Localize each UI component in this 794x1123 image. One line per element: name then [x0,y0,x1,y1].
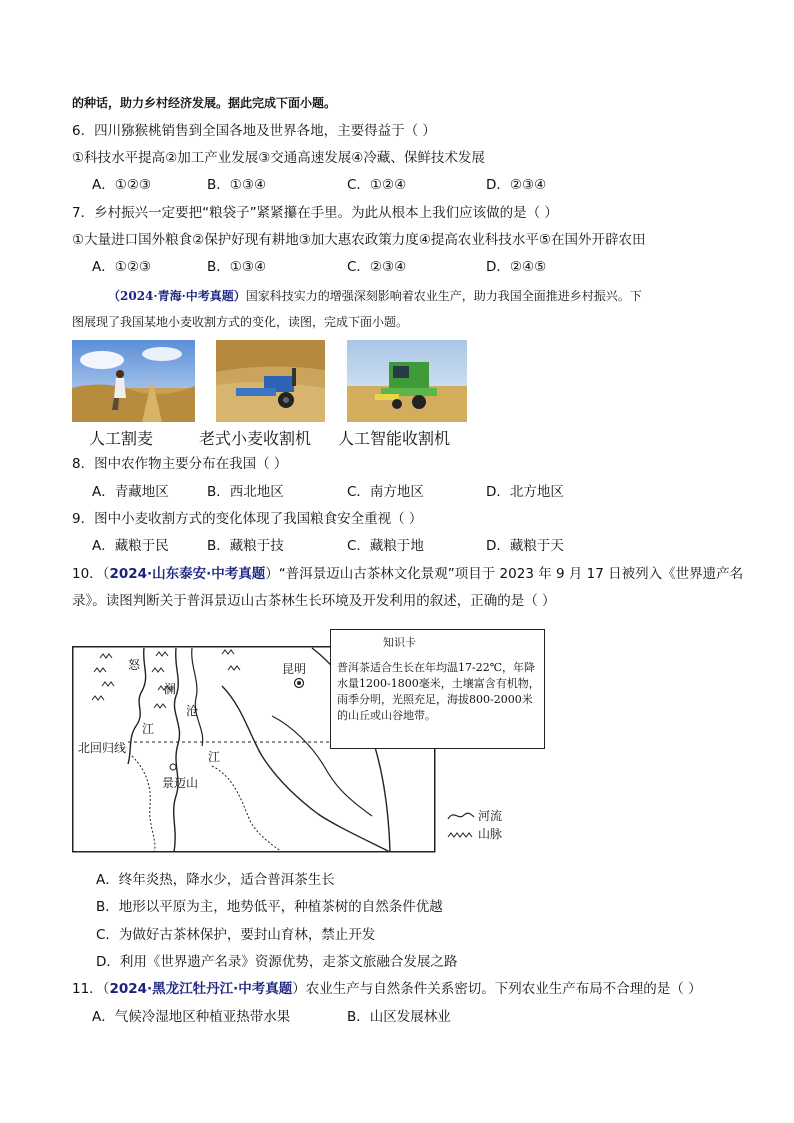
q7-items: ①大量进口国外粮食②保护好现有耕地③加大惠农政策力度④提高农业科技水平⑤在国外开辟农田 [72,232,646,248]
q6-option-c[interactable]: C．①②④ [347,177,407,193]
knowledge-card-title: 知识卡 [383,636,416,649]
legend-river: 河流 [478,809,503,823]
q10-option-a[interactable]: A．终年炎热，降水少，适合普洱茶生长 [96,872,335,888]
label-tropic: 北回归线 [78,741,127,755]
q6-option-a[interactable]: A．①②③ [92,177,152,193]
q6-option-b[interactable]: B．①③④ [207,177,267,193]
q10-stem-line1 [72,564,743,584]
caption-manual: 人工割麦 [89,429,154,448]
q11-option-a[interactable]: A．气候冷湿地区种植亚热带水果 [92,1009,291,1025]
label-kunming: 昆明 [282,662,307,676]
photo-ai-harvester [347,340,467,422]
q6-option-d[interactable]: D．②③④ [486,177,547,193]
q10-source: 2024·山东泰安·中考真题 [109,566,266,582]
q8-stem: 8．图中农作物主要分布在我国（ ） [72,456,288,472]
q11-option-b[interactable]: B．山区发展林业 [347,1009,451,1025]
q8-option-b[interactable]: B．西北地区 [207,484,284,500]
q7-option-d[interactable]: D．②④⑤ [486,259,547,275]
intro2-line1 [108,286,642,306]
q10-option-d[interactable]: D．利用《世界遗产名录》资源优势，走茶文旅融合发展之路 [96,954,458,970]
mountain-legend-icon [448,833,472,837]
q8-option-d[interactable]: D．北方地区 [486,484,564,500]
intro-tail: 的种话，助力乡村经济发展。据此完成下面小题。 [72,96,337,110]
knowledge-card-body: 普洱茶适合生长在年均温17-22℃，年降水量1200-1800毫米，土壤富含有机物，雨季分明，光照充足，海拔800-2000米的山丘或山谷地带。 [337,661,540,722]
q9-option-d[interactable]: D．藏粮于天 [486,538,564,554]
q9-stem: 9．图中小麦收割方式的变化体现了我国粮食安全重视（ ） [72,511,423,527]
photo-old-harvester [216,340,325,422]
q11-stem-text: ）农业生产与自然条件关系密切。下列农业生产布局不合理的是（ ） [292,981,702,997]
q10-prefix: 10．（ [72,566,110,582]
label-jingmai: 景迈山 [162,776,199,790]
label-cang: 沧 [186,704,199,718]
q10-option-b[interactable]: B．地形以平原为主，地势低平，种植茶树的自然条件优越 [96,899,443,915]
intro2-text1: 国家科技实力的增强深刻影响着农业生产，助力我国全面推进乡村振兴。下 [245,289,642,303]
legend-mountain: 山脉 [478,827,503,841]
q6-items: ①科技水平提高②加工产业发展③交通高速发展④冷藏、保鲜技术发展 [72,150,485,166]
q11-stem [72,979,702,999]
label-nu: 怒 [128,658,141,672]
caption-ai-machine: 人工智能收割机 [338,429,451,448]
q11-source: 2024·黑龙江牡丹江·中考真题 [109,981,293,997]
q7-option-a[interactable]: A．①②③ [92,259,152,275]
knowledge-card [330,629,545,749]
label-jiang-1: 江 [142,722,155,736]
caption-old-machine: 老式小麦收割机 [199,429,312,448]
q10-stem-line2: 录》。读图判断关于普洱景迈山古茶林生长环境及开发利用的叙述，正确的是（ ） [72,593,556,609]
intro2-source: （2024·青海·中考真题） [108,289,246,303]
q10-stem-a: ）“普洱景迈山古茶林文化景观”项目于 2023 年 9 月 17 日被列入《世界遗产名 [265,566,744,582]
q10-option-c[interactable]: C．为做好古茶林保护，要封山育林，禁止开发 [96,927,376,943]
q7-stem: 7．乡村振兴一定要把“粮袋子”紧紧攥在手里。为此从根本上我们应该做的是（ ） [72,205,558,221]
q9-option-a[interactable]: A．藏粮于民 [92,538,169,554]
q11-prefix: 11．（ [72,981,110,997]
q9-option-b[interactable]: B．藏粮于技 [207,538,284,554]
label-jiang-2: 江 [208,750,221,764]
q7-option-c[interactable]: C．②③④ [347,259,407,275]
q9-option-c[interactable]: C．藏粮于地 [347,538,424,554]
photo-manual-harvest [72,340,195,422]
q6-stem: 6．四川猕猴桃销售到全国各地及世界各地，主要得益于（ ） [72,123,436,139]
q8-option-a[interactable]: A．青藏地区 [92,484,169,500]
river-legend-icon [448,813,474,819]
intro2-line2: 图展现了我国某地小麦收割方式的变化，读图，完成下面小题。 [72,315,409,329]
q8-option-c[interactable]: C．南方地区 [347,484,424,500]
q7-option-b[interactable]: B．①③④ [207,259,267,275]
label-lan: 澜 [164,682,177,696]
